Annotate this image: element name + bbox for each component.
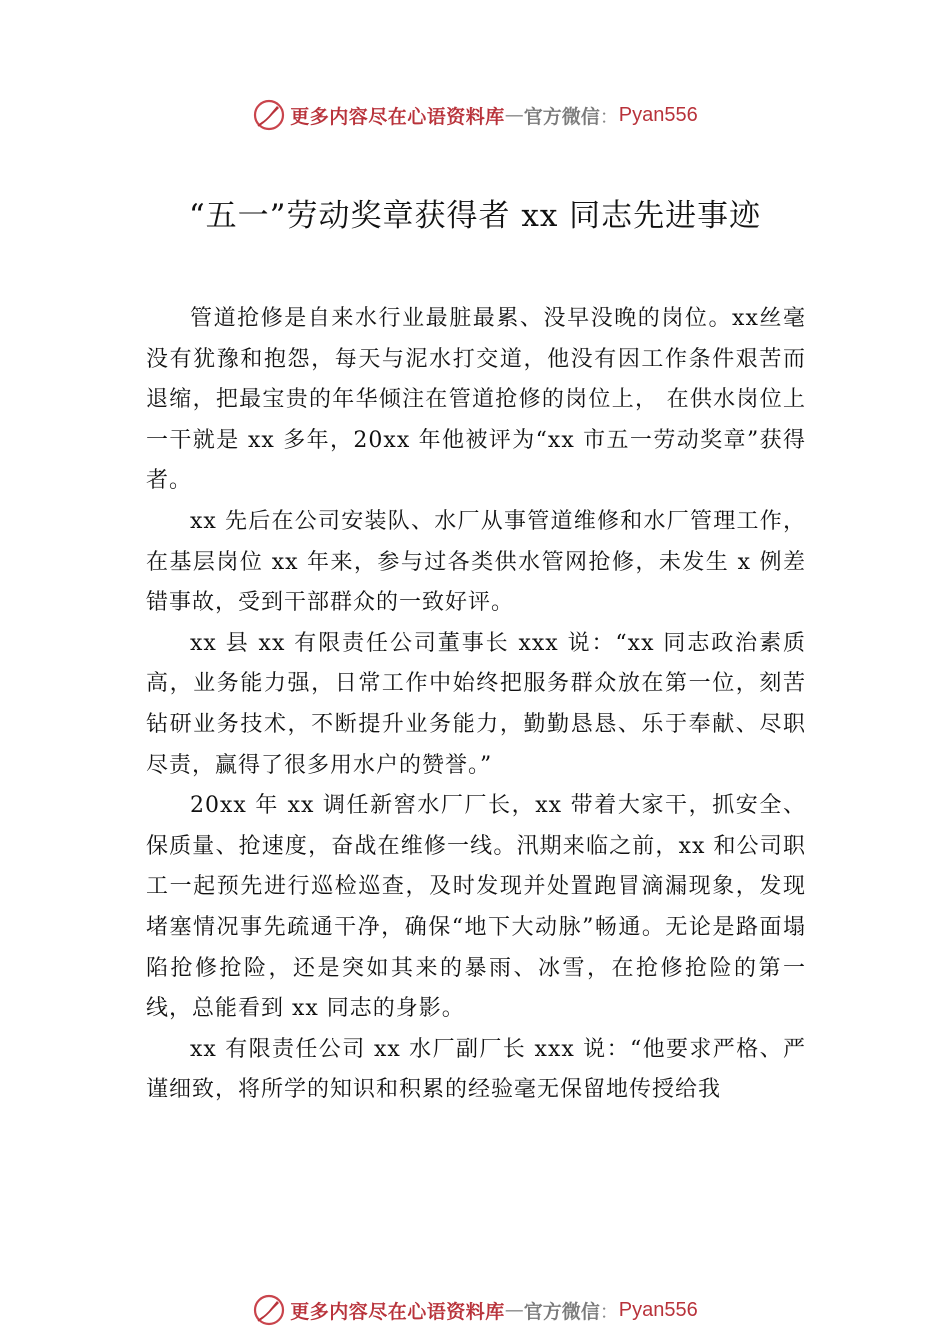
watermark-wechat-label: 官方微信	[523, 105, 600, 128]
watermark-wechat-id: Pyan556	[618, 1298, 698, 1321]
pen-logo-icon	[252, 98, 286, 132]
watermark-header	[0, 95, 950, 135]
document-title: “五一”劳动奖章获得者 xx 同志先进事迹	[188, 198, 762, 234]
watermark-dash: —	[504, 104, 524, 126]
document-body	[146, 299, 806, 1111]
paragraph-4: 20xx 年 xx 调任新窖水厂厂长，xx 带着大家干，抓安全、保质量、抢速度，奋战在维修一线。汛期来临之前，xx 和公司职工一起预先进行巡检巡查，及时发现并处置跑冒滴漏现象，发现堵塞情况事先疏通干净，确保“地下大动脉”畅通。无论是路面塌陷抢修抢险，还是突如其来的暴雨、冰雪，在抢修抢险的第一线，总能看到 xx 同志的身影。	[146, 793, 806, 1022]
watermark-text: 更多内容尽在心语资料库	[290, 105, 505, 128]
watermark-footer	[0, 1290, 950, 1330]
paragraph-1: 管道抢修是自来水行业最脏最累、没早没晚的岗位。xx丝毫没有犹豫和抱怨，每天与泥水打交道，他没有因工作条件艰苦而退缩，把最宝贵的年华倾注在管道抢修的岗位上， 在供水岗位上一干就是 xx 多年，20xx 年他被评为“xx 市五一劳动奖章”获得者。	[146, 306, 806, 494]
paragraph-5: xx 有限责任公司 xx 水厂副厂长 xxx 说：“他要求严格、严谨细致，将所学的知识和积累的经验毫无保留地传授给我	[146, 1036, 806, 1103]
watermark-text: 更多内容尽在心语资料库	[290, 1300, 505, 1323]
watermark-wechat-id: Pyan556	[618, 103, 698, 126]
watermark-dash: —	[504, 1299, 524, 1321]
watermark-colon: ：	[599, 105, 619, 128]
pen-logo-icon	[252, 1293, 286, 1327]
watermark-wechat-label: 官方微信	[523, 1300, 600, 1323]
paragraph-2: xx 先后在公司安装队、水厂从事管道维修和水厂管理工作，在基层岗位 xx 年来，参与过各类供水管网抢修，未发生 x 例差错事故，受到干部群众的一致好评。	[146, 508, 806, 616]
watermark-colon: ：	[599, 1300, 619, 1323]
paragraph-3: xx 县 xx 有限责任公司董事长 xxx 说：“xx 同志政治素质高，业务能力强，日常工作中始终把服务群众放在第一位，刻苦钻研业务技术，不断提升业务能力，勤勤恳恳、乐于奉献、尽职尽责，赢得了很多用水户的赞誉。”	[146, 630, 806, 778]
